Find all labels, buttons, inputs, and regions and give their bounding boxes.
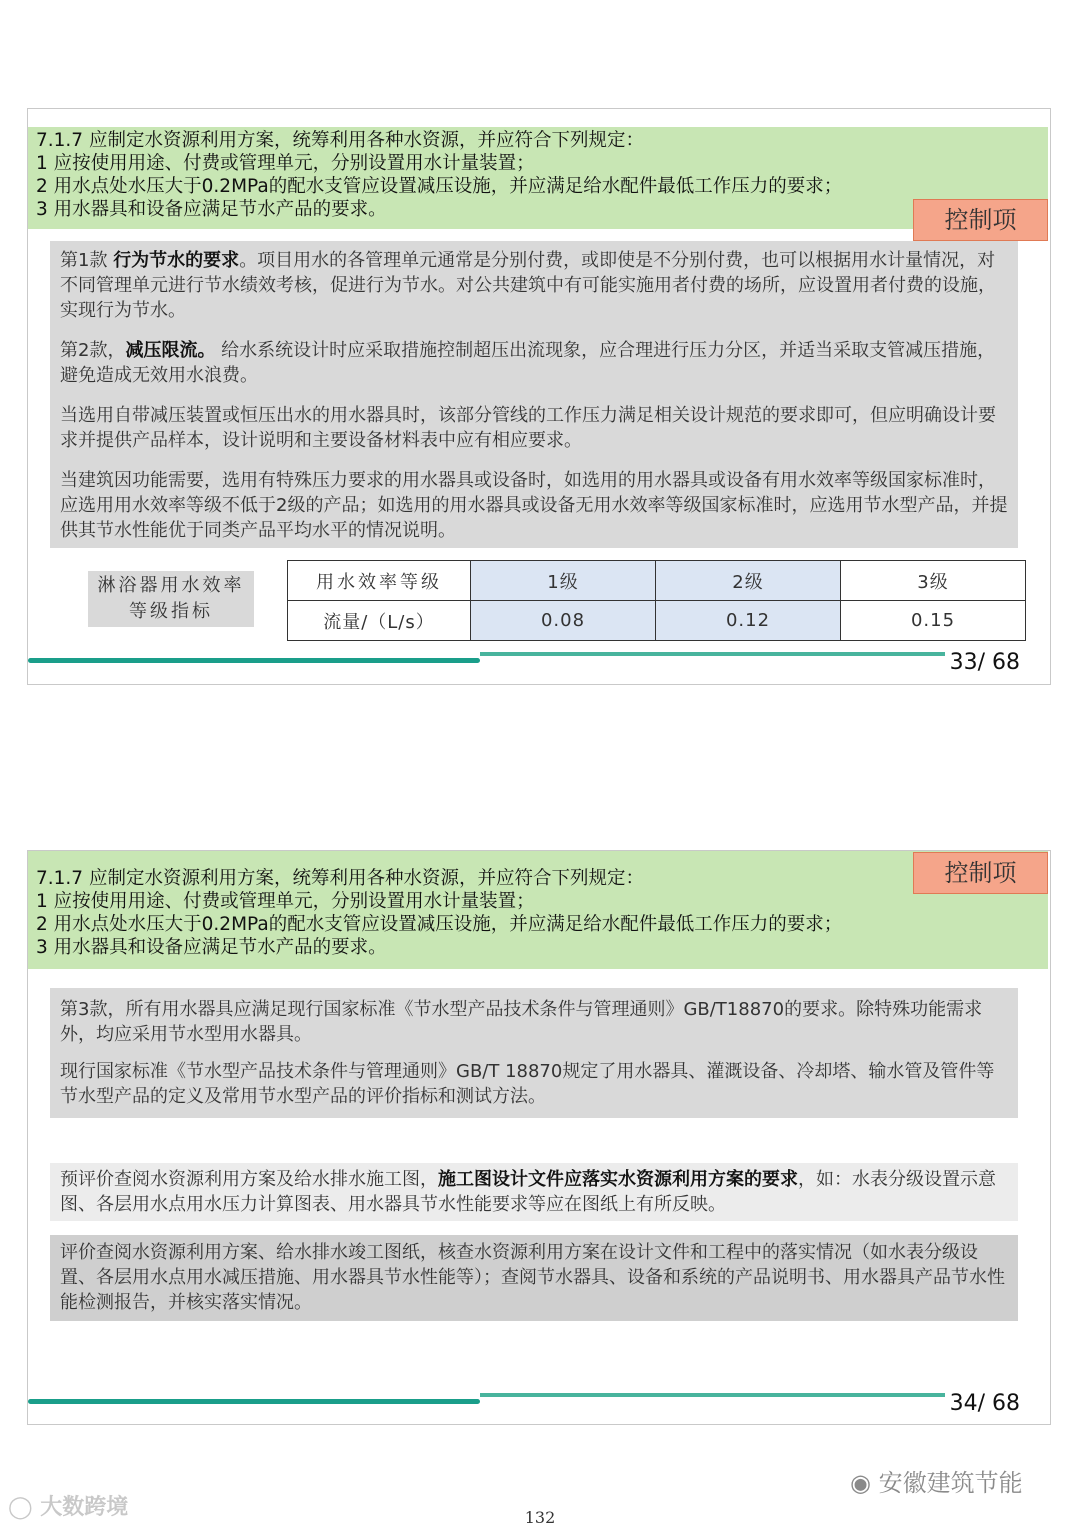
paragraph-2: 现行国家标准《节水型产品技术条件与管理通则》GB/T 18870规定了用水器具、灌溉设备、冷却塔、输水管及管件等节水型产品的定义及常用节水型产品的评价指标和测试方法。	[60, 1061, 995, 1107]
control-item-tag: 控制项	[913, 852, 1048, 894]
watermark-text: 大数跨境	[40, 1495, 129, 1520]
paragraph-4: 当建筑因功能需要，选用有特殊压力要求的用水器具或设备时，如选用的用水器具或设备有用水效率等级国家标准时，应选用用水效率等级不低于2级的产品；如选用的用水器具或设备无用水效率等级国家标准时，应选用节水型产品，并提供其节水性能优于同类产品平均水平的情况说明。	[60, 470, 1008, 541]
footer-divider	[480, 652, 945, 656]
footer-divider	[480, 1393, 945, 1397]
evaluation-panel	[50, 1235, 1018, 1321]
rule-line: 1 应按使用用途、付费或管理单元，分别设置用水计量装置；	[36, 153, 535, 174]
pre-evaluation-panel	[50, 1163, 1018, 1221]
paragraph-1: 第3款，所有用水器具应满足现行国家标准《节水型产品技术条件与管理通则》GB/T18870的要求。除特殊功能需求外，均应采用节水型用水器具。	[60, 999, 983, 1045]
table-row	[288, 601, 1026, 641]
table-cell: 1级	[471, 561, 656, 601]
slide-34	[27, 850, 1051, 1425]
table-cell: 用水效率等级	[288, 561, 471, 601]
paragraph-3: 预评价查阅水资源利用方案及给水排水施工图，施工图设计文件应落实水资源利用方案的要求，如：水表分级设置示意图、各层用水点用水压力计算图表、用水器具节水性能要求等应在图纸上有所反映。	[60, 1169, 996, 1215]
document-page-number: 132	[524, 1508, 556, 1527]
paragraph-3: 当选用自带减压装置或恒压出水的用水器具时，该部分管线的工作压力满足相关设计规范的要求即可，但应明确设计要求并提供产品样本，设计说明和主要设备材料表中应有相应要求。	[60, 405, 996, 451]
watermark-text: 安徽建筑节能	[878, 1469, 1023, 1497]
page-indicator: 34/ 68	[949, 1391, 1020, 1416]
table-cell: 0.15	[841, 601, 1026, 641]
rule-line: 1 应按使用用途、付费或管理单元，分别设置用水计量装置；	[36, 891, 535, 912]
table-cell: 3级	[841, 561, 1026, 601]
rule-line: 2 用水点处水压大于0.2MPa的配水支管应设置减压设施，并应满足给水配件最低工作压力的要求；	[36, 176, 843, 197]
table-cell: 0.08	[471, 601, 656, 641]
rule-line: 3 用水器具和设备应满足节水产品的要求。	[36, 937, 387, 958]
footer-divider	[28, 658, 480, 663]
paragraph-2: 第2款，减压限流。 给水系统设计时应采取措施控制超压出流现象，应合理进行压力分区，并适当采取支管减压措施，避免造成无效用水浪费。	[60, 340, 996, 386]
table-cell: 2级	[656, 561, 841, 601]
account-watermark	[850, 1463, 1023, 1498]
table-header-row	[288, 561, 1026, 601]
control-item-tag: 控制项	[913, 199, 1048, 241]
table-caption-line: 淋浴器用水效率	[97, 575, 245, 596]
table-caption	[88, 571, 254, 627]
rule-box	[28, 127, 1048, 229]
rule-box	[28, 851, 1048, 969]
explanation-panel	[50, 988, 1018, 1118]
rule-line: 7.1.7 应制定水资源利用方案，统筹利用各种水资源，并应符合下列规定：	[36, 130, 644, 151]
logo-icon: ◯	[8, 1495, 33, 1520]
efficiency-table	[287, 560, 1026, 641]
paragraph-1: 第1款 行为节水的要求。项目用水的各管理单元通常是分别付费，或即使是不分别付费，也可以根据用水计量情况，对不同管理单元进行节水绩效考核，促进行为节水。对公共建筑中有可能实施用者付费的场所，应设置用者付费的设施，实现行为节水。	[60, 250, 996, 321]
rule-line: 2 用水点处水压大于0.2MPa的配水支管应设置减压设施，并应满足给水配件最低工作压力的要求；	[36, 914, 843, 935]
table-cell: 0.12	[656, 601, 841, 641]
table-caption-line: 等级指标	[129, 601, 213, 622]
rule-line: 7.1.7 应制定水资源利用方案，统筹利用各种水资源，并应符合下列规定：	[36, 868, 644, 889]
page-indicator: 33/ 68	[949, 650, 1020, 675]
table-cell: 流量/（L/s）	[288, 601, 471, 641]
rule-line: 3 用水器具和设备应满足节水产品的要求。	[36, 199, 387, 220]
paragraph-4: 评价查阅水资源利用方案、给水排水竣工图纸，核查水资源利用方案在设计文件和工程中的落实情况（如水表分级设置、各层用水点用水减压措施、用水器具节水性能等）；查阅节水器具、设备和系统的产品说明书、用水器具产品节水性能检测报告，并核实落实情况。	[60, 1242, 1005, 1313]
slide-33	[27, 108, 1051, 685]
footer-divider	[28, 1399, 480, 1404]
wechat-icon: ◉	[850, 1469, 871, 1497]
explanation-panel	[50, 241, 1018, 548]
